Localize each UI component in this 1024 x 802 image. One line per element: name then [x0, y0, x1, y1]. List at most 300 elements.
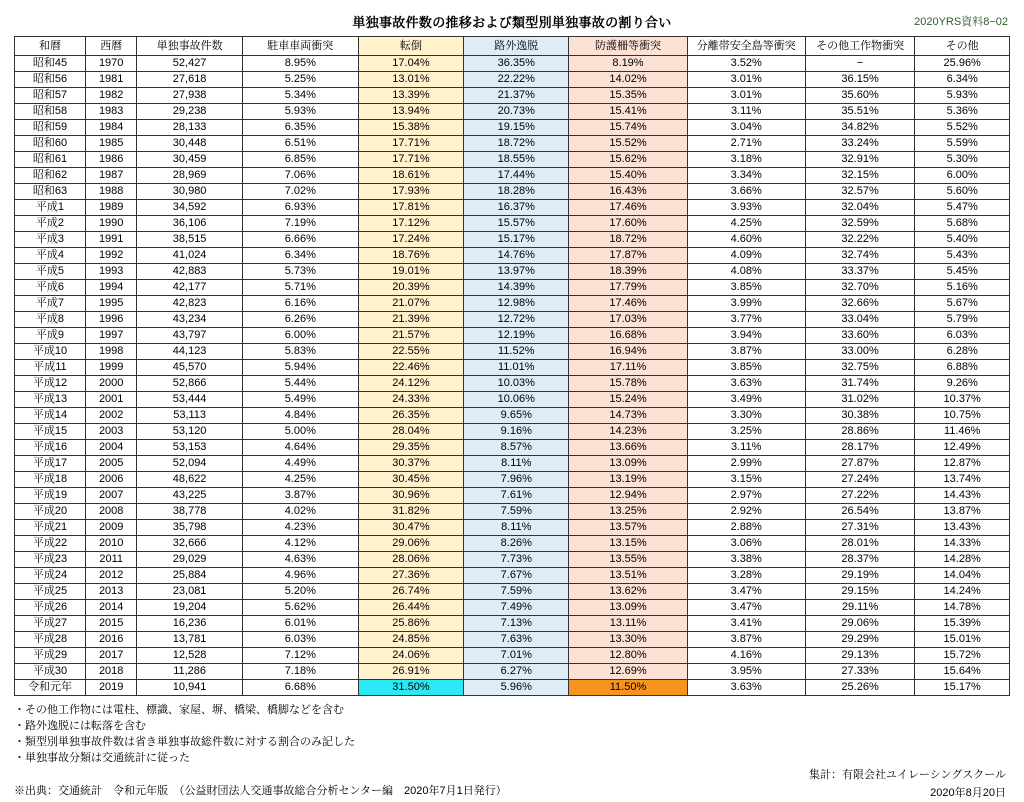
cell-total-accidents: 38,778	[137, 504, 242, 520]
cell-other-structure-collision: 27.24%	[805, 472, 915, 488]
cell-total-accidents: 10,941	[137, 680, 242, 696]
column-header-wareki: 和暦	[15, 37, 86, 56]
cell-other-structure-collision: 27.33%	[805, 664, 915, 680]
cell-total-accidents: 43,225	[137, 488, 242, 504]
cell-other: 5.59%	[915, 136, 1010, 152]
cell-other: 15.72%	[915, 648, 1010, 664]
table-row	[15, 392, 1010, 408]
cell-guardrail-collision: 13.51%	[569, 568, 687, 584]
cell-parked-vehicle-collision: 4.84%	[242, 408, 358, 424]
cell-other-structure-collision: 33.24%	[805, 136, 915, 152]
cell-median-island-collision: 3.06%	[687, 536, 805, 552]
cell-other: 14.33%	[915, 536, 1010, 552]
cell-other-structure-collision: 33.37%	[805, 264, 915, 280]
accident-statistics-table	[14, 36, 1010, 696]
cell-parked-vehicle-collision: 4.64%	[242, 440, 358, 456]
column-header-total-accidents: 単独事故件数	[137, 37, 242, 56]
cell-overturn: 13.01%	[358, 72, 463, 88]
cell-overturn: 17.93%	[358, 184, 463, 200]
cell-parked-vehicle-collision: 5.93%	[242, 104, 358, 120]
cell-other-structure-collision: 33.00%	[805, 344, 915, 360]
cell-other: 15.01%	[915, 632, 1010, 648]
cell-total-accidents: 45,570	[137, 360, 242, 376]
cell-seireki: 1994	[85, 280, 137, 296]
cell-other-structure-collision: 31.02%	[805, 392, 915, 408]
cell-other-structure-collision: 29.11%	[805, 600, 915, 616]
cell-seireki: 1991	[85, 232, 137, 248]
table-row	[15, 536, 1010, 552]
cell-other-structure-collision: 29.13%	[805, 648, 915, 664]
cell-parked-vehicle-collision: 6.85%	[242, 152, 358, 168]
cell-overturn: 30.96%	[358, 488, 463, 504]
cell-total-accidents: 28,969	[137, 168, 242, 184]
cell-parked-vehicle-collision: 6.01%	[242, 616, 358, 632]
cell-total-accidents: 23,081	[137, 584, 242, 600]
cell-overturn: 31.82%	[358, 504, 463, 520]
cell-parked-vehicle-collision: 3.87%	[242, 488, 358, 504]
cell-total-accidents: 27,618	[137, 72, 242, 88]
cell-overturn: 17.81%	[358, 200, 463, 216]
cell-seireki: 2008	[85, 504, 137, 520]
cell-guardrail-collision: 12.80%	[569, 648, 687, 664]
cell-parked-vehicle-collision: 4.25%	[242, 472, 358, 488]
cell-parked-vehicle-collision: 6.68%	[242, 680, 358, 696]
cell-median-island-collision: 4.60%	[687, 232, 805, 248]
cell-total-accidents: 52,427	[137, 56, 242, 72]
cell-overturn: 30.45%	[358, 472, 463, 488]
cell-guardrail-collision: 13.25%	[569, 504, 687, 520]
cell-overturn: 20.39%	[358, 280, 463, 296]
cell-parked-vehicle-collision: 6.34%	[242, 248, 358, 264]
table-row	[15, 680, 1010, 696]
cell-guardrail-collision: 18.72%	[569, 232, 687, 248]
cell-wareki: 昭和60	[15, 136, 86, 152]
cell-total-accidents: 30,980	[137, 184, 242, 200]
cell-roadway-departure: 14.39%	[464, 280, 569, 296]
cell-wareki: 昭和59	[15, 120, 86, 136]
cell-median-island-collision: 3.87%	[687, 632, 805, 648]
table-row	[15, 72, 1010, 88]
cell-median-island-collision: 2.88%	[687, 520, 805, 536]
cell-wareki: 昭和61	[15, 152, 86, 168]
cell-guardrail-collision: 13.66%	[569, 440, 687, 456]
cell-roadway-departure: 19.15%	[464, 120, 569, 136]
cell-wareki: 平成26	[15, 600, 86, 616]
cell-wareki: 平成25	[15, 584, 86, 600]
cell-seireki: 2011	[85, 552, 137, 568]
cell-other: 5.79%	[915, 312, 1010, 328]
cell-other: 6.00%	[915, 168, 1010, 184]
cell-other-structure-collision: 29.06%	[805, 616, 915, 632]
table-row	[15, 296, 1010, 312]
cell-roadway-departure: 9.65%	[464, 408, 569, 424]
cell-other: 13.74%	[915, 472, 1010, 488]
cell-median-island-collision: 3.47%	[687, 600, 805, 616]
cell-wareki: 昭和58	[15, 104, 86, 120]
cell-median-island-collision: 4.09%	[687, 248, 805, 264]
cell-seireki: 1989	[85, 200, 137, 216]
notes-block	[14, 702, 1010, 766]
cell-seireki: 1970	[85, 56, 137, 72]
cell-seireki: 2001	[85, 392, 137, 408]
cell-parked-vehicle-collision: 7.02%	[242, 184, 358, 200]
cell-median-island-collision: 3.63%	[687, 376, 805, 392]
cell-wareki: 平成24	[15, 568, 86, 584]
cell-wareki: 平成8	[15, 312, 86, 328]
cell-seireki: 2018	[85, 664, 137, 680]
cell-overturn: 26.74%	[358, 584, 463, 600]
cell-seireki: 2002	[85, 408, 137, 424]
cell-parked-vehicle-collision: 6.93%	[242, 200, 358, 216]
cell-other-structure-collision: 35.60%	[805, 88, 915, 104]
cell-seireki: 2006	[85, 472, 137, 488]
cell-other-structure-collision: 29.15%	[805, 584, 915, 600]
cell-median-island-collision: 3.11%	[687, 440, 805, 456]
cell-total-accidents: 53,120	[137, 424, 242, 440]
cell-other-structure-collision: 28.01%	[805, 536, 915, 552]
cell-parked-vehicle-collision: 4.49%	[242, 456, 358, 472]
table-row	[15, 168, 1010, 184]
cell-seireki: 2014	[85, 600, 137, 616]
cell-wareki: 平成7	[15, 296, 86, 312]
cell-other-structure-collision: 27.22%	[805, 488, 915, 504]
table-row	[15, 472, 1010, 488]
table-header-row	[15, 37, 1010, 56]
cell-roadway-departure: 7.13%	[464, 616, 569, 632]
table-row	[15, 152, 1010, 168]
table-row	[15, 664, 1010, 680]
cell-total-accidents: 44,123	[137, 344, 242, 360]
cell-roadway-departure: 18.55%	[464, 152, 569, 168]
cell-total-accidents: 30,448	[137, 136, 242, 152]
table-row	[15, 232, 1010, 248]
cell-overturn: 24.12%	[358, 376, 463, 392]
cell-parked-vehicle-collision: 8.95%	[242, 56, 358, 72]
cell-seireki: 2015	[85, 616, 137, 632]
column-header-other-structure-collision: その他工作物衝突	[805, 37, 915, 56]
cell-roadway-departure: 18.72%	[464, 136, 569, 152]
cell-roadway-departure: 8.26%	[464, 536, 569, 552]
note-item: ・類型別単独事故件数は省き単独事故総件数に対する割合のみ記した	[14, 736, 355, 748]
cell-guardrail-collision: 17.46%	[569, 200, 687, 216]
cell-parked-vehicle-collision: 6.00%	[242, 328, 358, 344]
cell-other-structure-collision: 32.04%	[805, 200, 915, 216]
cell-parked-vehicle-collision: 6.16%	[242, 296, 358, 312]
cell-wareki: 平成12	[15, 376, 86, 392]
cell-guardrail-collision: 14.23%	[569, 424, 687, 440]
table-row	[15, 440, 1010, 456]
cell-other-structure-collision: 36.15%	[805, 72, 915, 88]
cell-parked-vehicle-collision: 5.73%	[242, 264, 358, 280]
cell-median-island-collision: 3.28%	[687, 568, 805, 584]
cell-roadway-departure: 8.11%	[464, 520, 569, 536]
cell-guardrail-collision: 15.62%	[569, 152, 687, 168]
cell-overturn: 21.07%	[358, 296, 463, 312]
cell-parked-vehicle-collision: 5.83%	[242, 344, 358, 360]
table-row	[15, 568, 1010, 584]
cell-total-accidents: 43,797	[137, 328, 242, 344]
cell-overturn: 26.44%	[358, 600, 463, 616]
cell-other: 5.45%	[915, 264, 1010, 280]
cell-guardrail-collision: 15.52%	[569, 136, 687, 152]
cell-overturn: 31.50%	[358, 680, 463, 696]
cell-seireki: 1986	[85, 152, 137, 168]
cell-parked-vehicle-collision: 5.71%	[242, 280, 358, 296]
cell-guardrail-collision: 13.62%	[569, 584, 687, 600]
table-row	[15, 584, 1010, 600]
cell-overturn: 30.37%	[358, 456, 463, 472]
cell-other-structure-collision: 32.15%	[805, 168, 915, 184]
cell-parked-vehicle-collision: 4.02%	[242, 504, 358, 520]
cell-guardrail-collision: 15.74%	[569, 120, 687, 136]
cell-median-island-collision: 3.01%	[687, 88, 805, 104]
cell-wareki: 平成3	[15, 232, 86, 248]
cell-other-structure-collision: −	[805, 56, 915, 72]
cell-other-structure-collision: 34.82%	[805, 120, 915, 136]
cell-roadway-departure: 17.44%	[464, 168, 569, 184]
table-row	[15, 488, 1010, 504]
cell-seireki: 1984	[85, 120, 137, 136]
table-row	[15, 184, 1010, 200]
cell-wareki: 平成9	[15, 328, 86, 344]
cell-roadway-departure: 21.37%	[464, 88, 569, 104]
cell-seireki: 1985	[85, 136, 137, 152]
cell-parked-vehicle-collision: 4.63%	[242, 552, 358, 568]
cell-median-island-collision: 2.92%	[687, 504, 805, 520]
cell-other: 5.47%	[915, 200, 1010, 216]
cell-median-island-collision: 3.95%	[687, 664, 805, 680]
cell-overturn: 19.01%	[358, 264, 463, 280]
cell-wareki: 平成18	[15, 472, 86, 488]
table-row	[15, 88, 1010, 104]
cell-roadway-departure: 11.01%	[464, 360, 569, 376]
cell-roadway-departure: 9.16%	[464, 424, 569, 440]
cell-wareki: 平成29	[15, 648, 86, 664]
cell-overturn: 17.71%	[358, 152, 463, 168]
cell-median-island-collision: 3.15%	[687, 472, 805, 488]
table-row	[15, 408, 1010, 424]
cell-other-structure-collision: 32.57%	[805, 184, 915, 200]
cell-wareki: 平成14	[15, 408, 86, 424]
cell-other: 14.24%	[915, 584, 1010, 600]
cell-wareki: 平成13	[15, 392, 86, 408]
cell-median-island-collision: 3.01%	[687, 72, 805, 88]
cell-wareki: 平成17	[15, 456, 86, 472]
cell-parked-vehicle-collision: 6.26%	[242, 312, 358, 328]
cell-roadway-departure: 18.28%	[464, 184, 569, 200]
cell-guardrail-collision: 13.09%	[569, 456, 687, 472]
cell-median-island-collision: 3.77%	[687, 312, 805, 328]
table-row	[15, 360, 1010, 376]
cell-guardrail-collision: 17.60%	[569, 216, 687, 232]
cell-parked-vehicle-collision: 5.62%	[242, 600, 358, 616]
cell-roadway-departure: 12.72%	[464, 312, 569, 328]
cell-median-island-collision: 3.04%	[687, 120, 805, 136]
cell-seireki: 1988	[85, 184, 137, 200]
cell-other: 15.64%	[915, 664, 1010, 680]
cell-other: 6.03%	[915, 328, 1010, 344]
cell-other: 15.39%	[915, 616, 1010, 632]
cell-total-accidents: 42,823	[137, 296, 242, 312]
cell-median-island-collision: 3.41%	[687, 616, 805, 632]
cell-roadway-departure: 13.97%	[464, 264, 569, 280]
cell-roadway-departure: 7.01%	[464, 648, 569, 664]
cell-seireki: 2005	[85, 456, 137, 472]
cell-median-island-collision: 2.97%	[687, 488, 805, 504]
cell-overturn: 21.57%	[358, 328, 463, 344]
cell-guardrail-collision: 16.94%	[569, 344, 687, 360]
table-row	[15, 424, 1010, 440]
cell-median-island-collision: 3.34%	[687, 168, 805, 184]
table-row	[15, 136, 1010, 152]
cell-other-structure-collision: 30.38%	[805, 408, 915, 424]
table-row	[15, 248, 1010, 264]
cell-other: 9.26%	[915, 376, 1010, 392]
cell-other-structure-collision: 32.91%	[805, 152, 915, 168]
cell-other-structure-collision: 33.60%	[805, 328, 915, 344]
cell-overturn: 26.91%	[358, 664, 463, 680]
cell-seireki: 1996	[85, 312, 137, 328]
cell-other: 15.17%	[915, 680, 1010, 696]
cell-median-island-collision: 4.25%	[687, 216, 805, 232]
table-row	[15, 200, 1010, 216]
cell-other: 25.96%	[915, 56, 1010, 72]
document-footer	[14, 768, 1010, 802]
cell-median-island-collision: 3.85%	[687, 360, 805, 376]
cell-guardrail-collision: 17.03%	[569, 312, 687, 328]
cell-other-structure-collision: 28.86%	[805, 424, 915, 440]
cell-roadway-departure: 8.11%	[464, 456, 569, 472]
cell-other-structure-collision: 32.22%	[805, 232, 915, 248]
cell-roadway-departure: 7.96%	[464, 472, 569, 488]
cell-guardrail-collision: 17.46%	[569, 296, 687, 312]
cell-guardrail-collision: 13.09%	[569, 600, 687, 616]
cell-guardrail-collision: 14.73%	[569, 408, 687, 424]
cell-roadway-departure: 15.57%	[464, 216, 569, 232]
cell-roadway-departure: 10.03%	[464, 376, 569, 392]
table-row	[15, 648, 1010, 664]
cell-guardrail-collision: 17.79%	[569, 280, 687, 296]
cell-roadway-departure: 22.22%	[464, 72, 569, 88]
cell-roadway-departure: 11.52%	[464, 344, 569, 360]
cell-other-structure-collision: 32.75%	[805, 360, 915, 376]
cell-other-structure-collision: 32.74%	[805, 248, 915, 264]
cell-roadway-departure: 7.67%	[464, 568, 569, 584]
cell-other: 5.16%	[915, 280, 1010, 296]
cell-overturn: 17.12%	[358, 216, 463, 232]
cell-total-accidents: 28,133	[137, 120, 242, 136]
cell-wareki: 平成22	[15, 536, 86, 552]
cell-guardrail-collision: 14.02%	[569, 72, 687, 88]
table-row	[15, 600, 1010, 616]
cell-parked-vehicle-collision: 6.66%	[242, 232, 358, 248]
cell-seireki: 1997	[85, 328, 137, 344]
cell-seireki: 2016	[85, 632, 137, 648]
cell-other: 6.28%	[915, 344, 1010, 360]
publish-date: 2020年8月20日	[930, 787, 1006, 799]
cell-seireki: 2003	[85, 424, 137, 440]
cell-other: 12.87%	[915, 456, 1010, 472]
cell-total-accidents: 30,459	[137, 152, 242, 168]
cell-other: 6.88%	[915, 360, 1010, 376]
document-header	[14, 10, 1010, 32]
cell-wareki: 平成30	[15, 664, 86, 680]
table-row	[15, 104, 1010, 120]
cell-parked-vehicle-collision: 6.51%	[242, 136, 358, 152]
cell-seireki: 2017	[85, 648, 137, 664]
aggregator-note: 集計：有限会社ユイレーシングスクール	[809, 769, 1006, 781]
cell-parked-vehicle-collision: 5.00%	[242, 424, 358, 440]
cell-other: 5.93%	[915, 88, 1010, 104]
cell-guardrail-collision: 13.15%	[569, 536, 687, 552]
cell-other-structure-collision: 27.31%	[805, 520, 915, 536]
cell-other-structure-collision: 28.17%	[805, 440, 915, 456]
cell-wareki: 昭和45	[15, 56, 86, 72]
source-note: ※出典：交通統計 令和元年版 （公益財団法人交通事故総合分析センター編 2020年7月1日発行）	[14, 785, 507, 797]
cell-guardrail-collision: 15.41%	[569, 104, 687, 120]
cell-seireki: 2013	[85, 584, 137, 600]
cell-parked-vehicle-collision: 4.96%	[242, 568, 358, 584]
cell-total-accidents: 25,884	[137, 568, 242, 584]
cell-seireki: 1990	[85, 216, 137, 232]
cell-guardrail-collision: 15.78%	[569, 376, 687, 392]
cell-total-accidents: 53,113	[137, 408, 242, 424]
cell-other-structure-collision: 25.26%	[805, 680, 915, 696]
table-row	[15, 120, 1010, 136]
cell-other: 14.78%	[915, 600, 1010, 616]
cell-guardrail-collision: 17.87%	[569, 248, 687, 264]
cell-total-accidents: 53,153	[137, 440, 242, 456]
cell-other-structure-collision: 32.70%	[805, 280, 915, 296]
column-header-guardrail-collision: 防護柵等衝突	[569, 37, 687, 56]
cell-overturn: 29.35%	[358, 440, 463, 456]
cell-overturn: 22.46%	[358, 360, 463, 376]
table-row	[15, 216, 1010, 232]
cell-wareki: 平成10	[15, 344, 86, 360]
table-row	[15, 504, 1010, 520]
cell-other-structure-collision: 31.74%	[805, 376, 915, 392]
cell-roadway-departure: 12.98%	[464, 296, 569, 312]
cell-total-accidents: 34,592	[137, 200, 242, 216]
cell-parked-vehicle-collision: 7.18%	[242, 664, 358, 680]
column-header-seireki: 西暦	[85, 37, 137, 56]
cell-other-structure-collision: 28.37%	[805, 552, 915, 568]
cell-wareki: 平成23	[15, 552, 86, 568]
cell-median-island-collision: 3.49%	[687, 392, 805, 408]
cell-wareki: 平成16	[15, 440, 86, 456]
cell-parked-vehicle-collision: 6.03%	[242, 632, 358, 648]
cell-parked-vehicle-collision: 5.25%	[242, 72, 358, 88]
cell-guardrail-collision: 12.94%	[569, 488, 687, 504]
cell-wareki: 平成6	[15, 280, 86, 296]
cell-wareki: 平成4	[15, 248, 86, 264]
cell-wareki: 平成11	[15, 360, 86, 376]
cell-roadway-departure: 6.27%	[464, 664, 569, 680]
cell-overturn: 24.33%	[358, 392, 463, 408]
note-item: ・路外逸脱には転落を含む	[14, 720, 146, 732]
cell-seireki: 1995	[85, 296, 137, 312]
cell-roadway-departure: 10.06%	[464, 392, 569, 408]
cell-wareki: 平成21	[15, 520, 86, 536]
cell-roadway-departure: 15.17%	[464, 232, 569, 248]
cell-total-accidents: 41,024	[137, 248, 242, 264]
cell-other-structure-collision: 32.66%	[805, 296, 915, 312]
table-row	[15, 456, 1010, 472]
cell-parked-vehicle-collision: 5.49%	[242, 392, 358, 408]
cell-seireki: 2007	[85, 488, 137, 504]
cell-roadway-departure: 7.73%	[464, 552, 569, 568]
cell-total-accidents: 52,094	[137, 456, 242, 472]
